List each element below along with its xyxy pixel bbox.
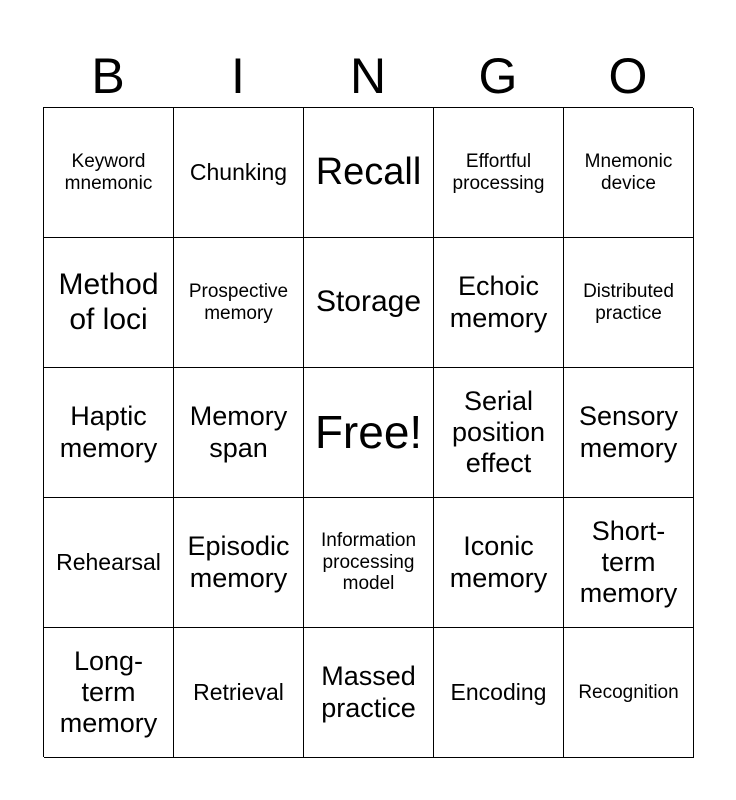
- bingo-cell[interactable]: [44, 238, 174, 368]
- cell-label: Method of loci: [58, 268, 159, 336]
- bingo-cell[interactable]: [564, 498, 694, 628]
- cell-label: Mnemonic device: [584, 150, 673, 194]
- cell-label: Storage: [315, 285, 422, 319]
- cell-label: Short-term memory: [579, 515, 678, 609]
- bingo-cell[interactable]: [174, 238, 304, 368]
- bingo-cell[interactable]: [44, 498, 174, 628]
- bingo-cell[interactable]: [564, 628, 694, 758]
- bingo-cell[interactable]: [434, 108, 564, 238]
- cell-label: Memory span: [189, 401, 288, 463]
- bingo-cell[interactable]: [174, 628, 304, 758]
- bingo-cell[interactable]: [434, 368, 564, 498]
- bingo-cell[interactable]: [564, 108, 694, 238]
- cell-label: Effortful processing: [452, 150, 545, 194]
- bingo-cell[interactable]: [304, 628, 434, 758]
- bingo-cell[interactable]: [304, 498, 434, 628]
- bingo-cell[interactable]: [44, 628, 174, 758]
- bingo-cell[interactable]: [174, 498, 304, 628]
- bingo-cell[interactable]: [174, 108, 304, 238]
- free-space-cell[interactable]: [304, 368, 434, 498]
- header-letter-o: O: [608, 48, 648, 104]
- bingo-cell[interactable]: [564, 238, 694, 368]
- header-letter-i: I: [231, 48, 245, 104]
- bingo-cell[interactable]: [174, 368, 304, 498]
- bingo-cell[interactable]: [304, 238, 434, 368]
- cell-label: Sensory memory: [578, 401, 679, 463]
- cell-label: Distributed practice: [583, 280, 674, 324]
- bingo-cell[interactable]: [434, 498, 564, 628]
- bingo-cell[interactable]: [564, 368, 694, 498]
- cell-label: Prospective memory: [188, 280, 289, 324]
- cell-label: Chunking: [189, 159, 288, 186]
- cell-label: Massed practice: [321, 661, 416, 723]
- cell-label: Recognition: [578, 681, 679, 703]
- cell-label: Free!: [314, 406, 423, 459]
- cell-label: Iconic memory: [449, 531, 548, 593]
- bingo-cell[interactable]: [44, 368, 174, 498]
- bingo-header: [43, 44, 693, 108]
- bingo-cell[interactable]: [44, 108, 174, 238]
- cell-label: Episodic memory: [187, 531, 290, 593]
- cell-label: Long-term memory: [59, 645, 158, 739]
- cell-label: Rehearsal: [56, 549, 161, 576]
- bingo-board: [43, 107, 693, 757]
- cell-label: Haptic memory: [59, 401, 158, 463]
- cell-label: Serial position effect: [451, 385, 546, 479]
- cell-label: Retrieval: [193, 679, 284, 706]
- header-letter-g: G: [478, 48, 518, 104]
- bingo-cell[interactable]: [434, 628, 564, 758]
- header-letter-b: B: [91, 48, 125, 104]
- cell-label: Recall: [315, 150, 422, 193]
- cell-label: Information processing model: [320, 529, 417, 595]
- cell-label: Echoic memory: [449, 271, 548, 333]
- header-letter-n: N: [349, 48, 387, 104]
- cell-label: Encoding: [450, 679, 547, 706]
- bingo-cell[interactable]: [434, 238, 564, 368]
- cell-label: Keyword mnemonic: [64, 150, 153, 194]
- bingo-cell[interactable]: [304, 108, 434, 238]
